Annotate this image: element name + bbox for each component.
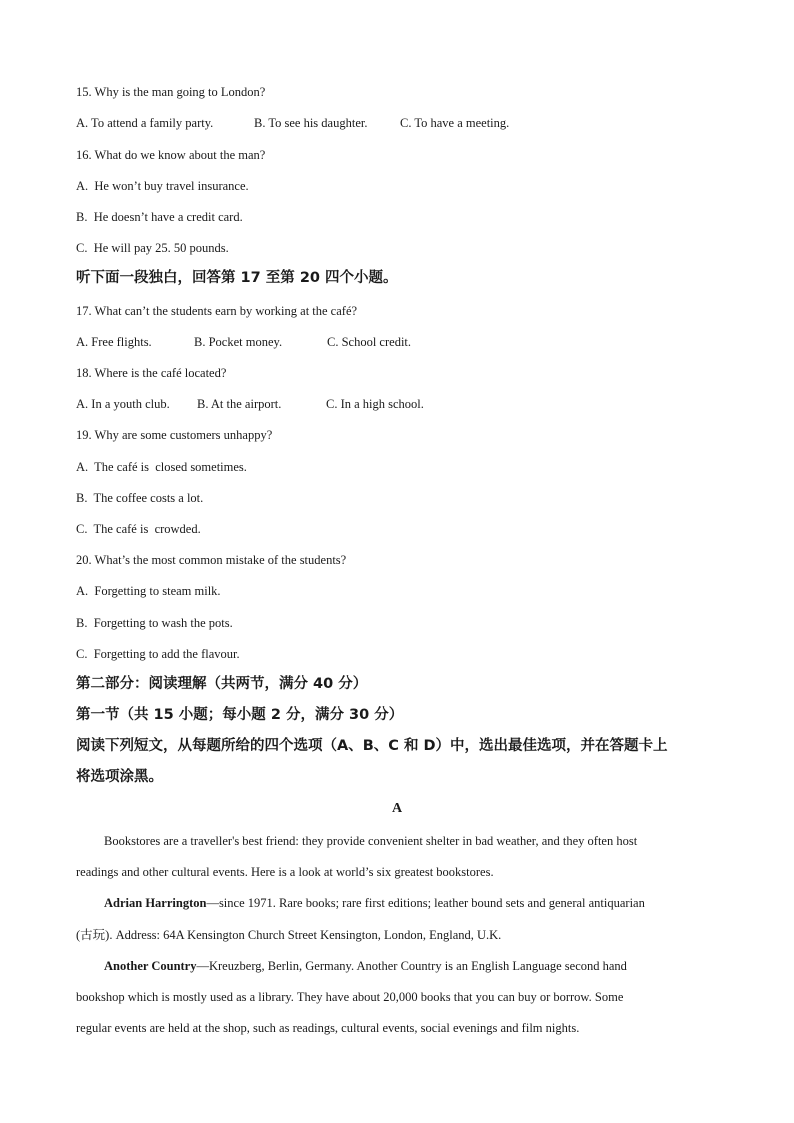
question-15-option-b: B. To see his daughter.	[254, 116, 368, 130]
reading-instructions-line-1: 阅读下列短文，从每题所给的四个选项（A、B、C 和 D）中，选出最佳选项，并在答题卡上	[76, 738, 668, 754]
question-15-option-a: A. To attend a family party.	[76, 116, 214, 130]
question-19-option-c: C. The café is crowded.	[76, 522, 201, 536]
store-name-another-country: Another Country	[104, 959, 197, 973]
question-18-option-b: B. At the airport.	[197, 397, 282, 411]
question-20-option-c: C. Forgetting to add the flavour.	[76, 647, 240, 661]
question-18-option-c: C. In a high school.	[326, 397, 424, 411]
section-1-heading: 第一节（共 15 小题；每小题 2 分，满分 30 分）	[76, 707, 404, 723]
question-17-stem: 17. What can’t the students earn by working at the café?	[76, 304, 358, 318]
question-16-option-b: B. He doesn’t have a credit card.	[76, 210, 243, 224]
store-another-country-line-3: regular events are held at the shop, such as readings, cultural events, social evenings and film nights.	[76, 1021, 580, 1035]
passage-intro-line-2: readings and other cultural events. Here is a look at world’s six greatest bookstores.	[76, 865, 494, 879]
monologue-instruction: 听下面一段独白，回答第 17 至第 20 四个小题。	[76, 270, 398, 286]
question-19-stem: 19. Why are some customers unhappy?	[76, 428, 273, 442]
question-16-option-a: A. He won’t buy travel insurance.	[76, 179, 249, 193]
question-20-option-a: A. Forgetting to steam milk.	[76, 584, 221, 598]
question-15-option-c: C. To have a meeting.	[400, 116, 510, 130]
question-20-stem: 20. What’s the most common mistake of the students?	[76, 553, 347, 567]
question-17-option-a: A. Free flights.	[76, 335, 152, 349]
question-18-option-a: A. In a youth club.	[76, 397, 170, 411]
store-another-country-text: —Kreuzberg, Berlin, Germany. Another Country is an English Language second hand	[196, 959, 627, 973]
store-another-country-line-1	[104, 958, 744, 974]
question-20-option-b: B. Forgetting to wash the pots.	[76, 616, 233, 630]
question-18-stem: 18. Where is the café located?	[76, 366, 227, 380]
passage-label: A	[391, 801, 403, 816]
question-16-option-c: C. He will pay 25. 50 pounds.	[76, 241, 229, 255]
question-19-option-a: A. The café is closed sometimes.	[76, 460, 247, 474]
passage-intro-line-1: Bookstores are a traveller's best friend: they provide convenient shelter in bad weather, and they often host	[104, 834, 638, 848]
question-15-stem: 15. Why is the man going to London?	[76, 85, 266, 99]
question-19-option-b: B. The coffee costs a lot.	[76, 491, 204, 505]
store-adrian-harrington-line-2: (古玩). Address: 64A Kensington Church Street Kensington, London, England, U.K.	[76, 928, 502, 942]
reading-instructions-line-2: 将选项涂黑。	[76, 769, 163, 785]
part-2-heading: 第二部分：阅读理解（共两节，满分 40 分）	[76, 676, 368, 692]
store-another-country-line-2: bookshop which is mostly used as a library. They have about 20,000 books that you can buy or borrow. Some	[76, 990, 624, 1004]
question-17-option-c: C. School credit.	[327, 335, 412, 349]
question-17-option-b: B. Pocket money.	[194, 335, 283, 349]
store-adrian-harrington-line-1	[104, 895, 744, 911]
store-adrian-harrington-text: —since 1971. Rare books; rare first editions; leather bound sets and general antiquarian	[206, 896, 645, 910]
question-16-stem: 16. What do we know about the man?	[76, 148, 266, 162]
store-name-adrian-harrington: Adrian Harrington	[104, 896, 207, 910]
